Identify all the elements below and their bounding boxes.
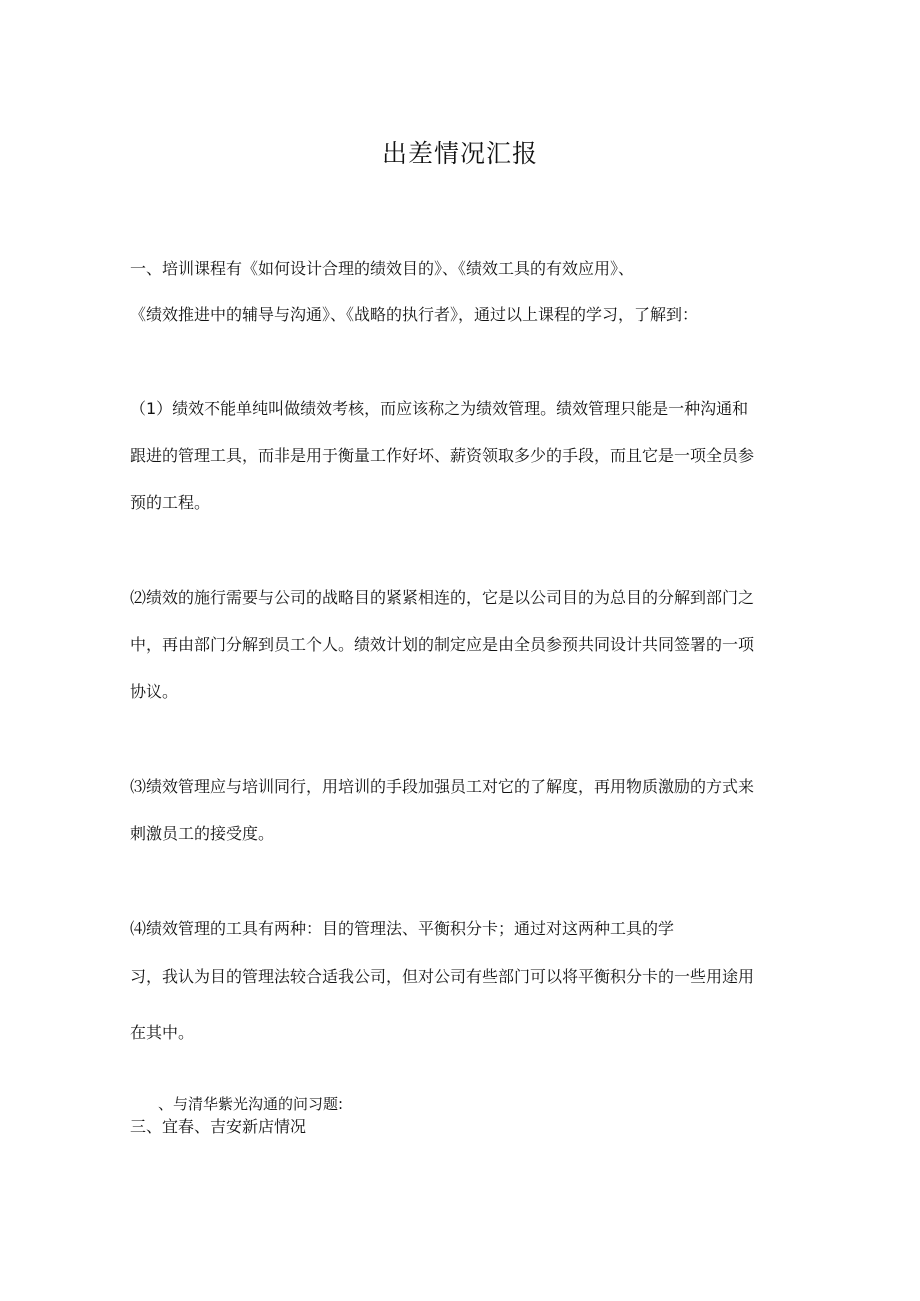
document-title: 出差情况汇报 [381, 139, 538, 168]
point3-line2: 刺激员工的接受度。 [130, 824, 275, 843]
point2-line2: 中，再由部门分解到员工个人。绩效计划的制定应是由全员参预共同设计共同签署的一项 [130, 635, 755, 654]
point2-line1: ⑵绩效的施行需要与公司的战略目的紧紧相连的，它是以公司目的为总目的分解到部门之 [130, 588, 755, 607]
point4-line2: 习，我认为目的管理法较合适我公司，但对公司有些部门可以将平衡积分卡的一些用途用 [130, 967, 755, 986]
point1-line2: 跟进的管理工具，而非是用于衡量工作好坏、薪资领取多少的手段，而且它是一项全员参 [130, 446, 755, 465]
point2-line3: 协议。 [130, 682, 179, 701]
point4-line3: 在其中。 [130, 1023, 195, 1042]
point4-line1: ⑷绩效管理的工具有两种：目的管理法、平衡积分卡；通过对这两种工具的学 [130, 919, 675, 938]
section3-heading: 三、宜春、吉安新店情况 [130, 1117, 307, 1136]
point3-line1: ⑶绩效管理应与培训同行，用培训的手段加强员工对它的了解度，再用物质激励的方式来 [130, 777, 755, 796]
section2-heading: 、与清华紫光沟通的问习题: [158, 1095, 344, 1113]
point1-line3: 预的工程。 [130, 493, 211, 512]
section1-line1: 一、培训课程有《如何设计合理的绩效目的》、《绩效工具的有效应用》、 [130, 259, 635, 278]
section1-line2: 《绩效推进中的辅导与沟通》、《战略的执行者》，通过以上课程的学习，了解到： [130, 305, 699, 324]
point1-line1: （1）绩效不能单纯叫做绩效考核，而应该称之为绩效管理。绩效管理只能是一种沟通和 [130, 399, 749, 418]
